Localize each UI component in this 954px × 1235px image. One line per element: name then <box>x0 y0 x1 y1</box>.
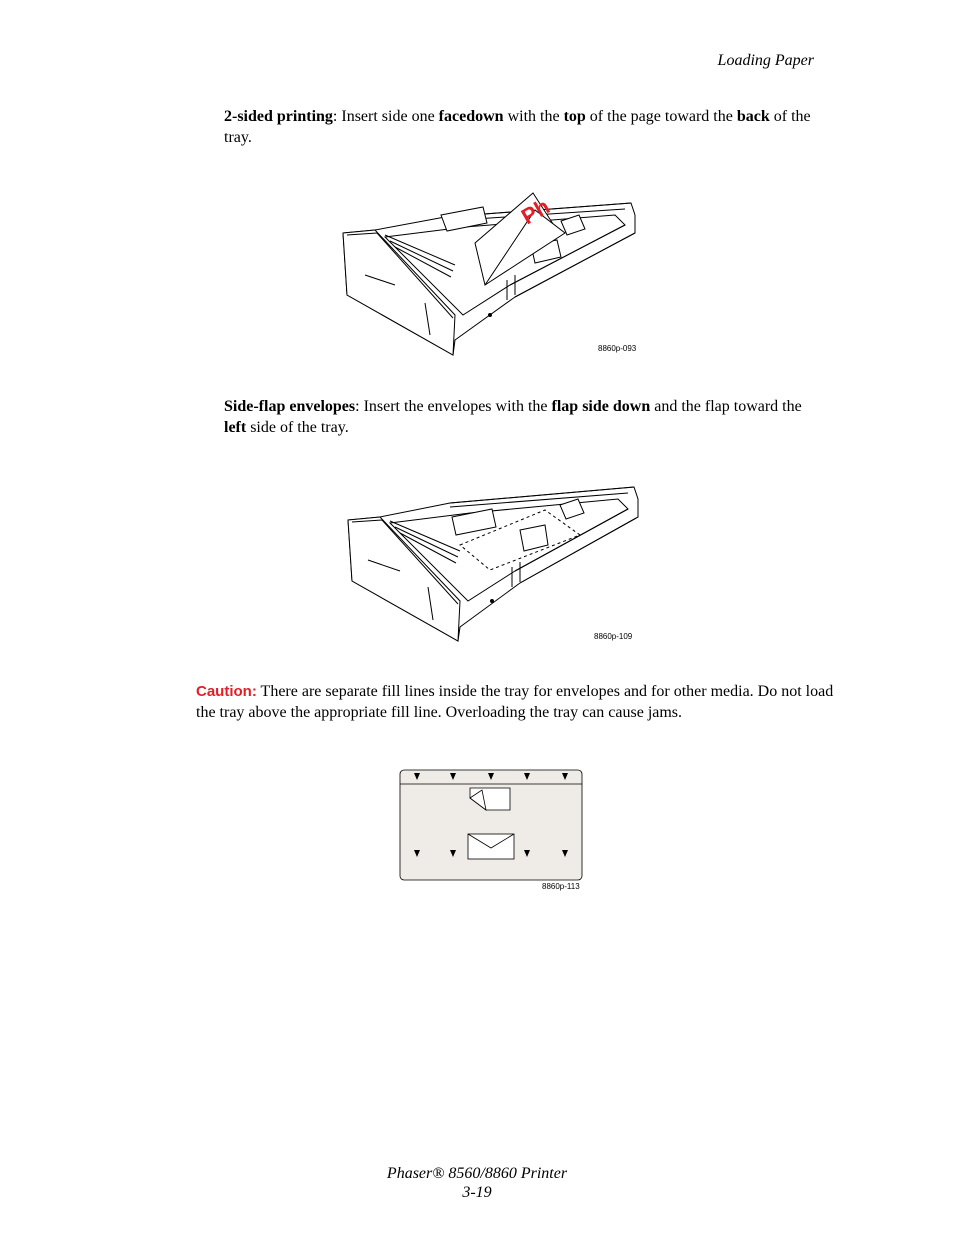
term-side-flap-envelopes: Side-flap envelopes <box>224 398 356 415</box>
term-facedown: facedown <box>438 108 504 125</box>
side-flap-instruction <box>224 397 824 438</box>
text: side of the tray. <box>246 418 349 436</box>
fill-line-diagram <box>398 768 584 883</box>
product-name: Phaser® 8560/8860 Printer <box>386 1165 568 1182</box>
caution-text: There are separate fill lines inside the tray for envelopes and for other media. Do not load the tray above the appropriate fill line. Overloading the tray can cause jams. <box>196 683 834 721</box>
tray-illustration-2-sided <box>335 185 645 360</box>
term-flap-side-down: flap side down <box>551 398 651 415</box>
text: : Insert the envelopes with the <box>355 398 552 415</box>
page-number: 3-19 <box>462 1184 492 1201</box>
figure-id: 8860p-093 <box>598 344 637 353</box>
term-left: left <box>224 418 247 436</box>
term-2-sided: 2-sided printing <box>224 108 333 125</box>
caution-label: Caution: <box>196 683 257 700</box>
caution-note <box>196 682 836 723</box>
two-sided-instruction <box>224 107 824 148</box>
term-top: top <box>563 108 586 125</box>
text: : Insert side one <box>332 108 439 125</box>
figure-id: 8860p-109 <box>594 632 633 641</box>
text: and the flap toward the <box>650 398 802 415</box>
term-back: back <box>736 108 770 125</box>
text: of the page toward the <box>585 108 737 125</box>
running-header: Loading Paper <box>717 52 814 69</box>
paper-print-mark: Ph <box>517 193 554 230</box>
page-footer <box>0 1164 954 1202</box>
text: of the tray. <box>224 108 811 146</box>
text: with the <box>503 108 564 125</box>
figure-id: 8860p-113 <box>542 882 580 891</box>
tray-illustration-envelopes <box>340 465 645 645</box>
envelope-icon <box>468 834 514 859</box>
